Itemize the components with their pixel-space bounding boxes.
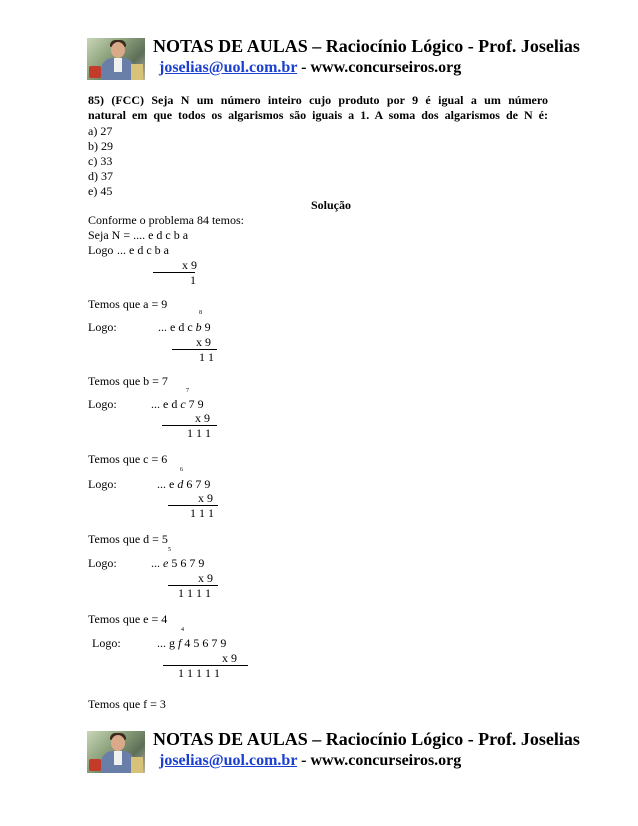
step4-post: 5 6 7 9 bbox=[171, 556, 205, 570]
step0-logo: Logo bbox=[88, 243, 114, 257]
step4-pre: ... bbox=[151, 556, 160, 570]
step5-post: 4 5 6 7 9 bbox=[184, 636, 227, 650]
solution-intro-1: Conforme o problema 84 temos: bbox=[88, 213, 244, 227]
step1-logo: Logo: bbox=[88, 320, 117, 334]
question-line-2: natural em que todos os algarismos são iguais a 1. A soma dos algarismos de N é: bbox=[88, 108, 548, 122]
author-shirt bbox=[114, 751, 122, 765]
step3-digits bbox=[157, 477, 210, 491]
step3-pre: ... e bbox=[157, 477, 175, 491]
step4-digits bbox=[151, 556, 204, 570]
step4-result: 1 1 1 1 bbox=[178, 586, 211, 600]
logo-icon bbox=[89, 759, 101, 771]
step2-logo: Logo: bbox=[88, 397, 117, 411]
footer-email-link[interactable]: joselias@uol.com.br bbox=[159, 752, 298, 769]
step5-var: f bbox=[178, 636, 182, 650]
step3-result: 1 1 1 bbox=[190, 506, 214, 520]
step3-carry: 6 bbox=[180, 467, 183, 473]
step0-rule bbox=[153, 272, 195, 273]
option-d: d) 37 bbox=[88, 169, 113, 183]
step5-given: Temos que e = 4 bbox=[88, 612, 168, 626]
step1-given: Temos que a = 9 bbox=[88, 297, 168, 311]
step2-result: 1 1 1 bbox=[187, 426, 211, 440]
step1-digits bbox=[158, 320, 211, 334]
author-photo bbox=[87, 38, 145, 80]
author-photo-bottom bbox=[87, 731, 145, 773]
option-c: c) 33 bbox=[88, 154, 113, 168]
step5-digits bbox=[157, 636, 226, 650]
step1-result: 1 1 bbox=[199, 350, 214, 364]
book-icon bbox=[131, 64, 143, 80]
step5-logo: Logo: bbox=[92, 636, 121, 650]
header-contact bbox=[159, 59, 461, 77]
step5-result: 1 1 1 1 1 bbox=[178, 666, 220, 680]
author-head bbox=[111, 42, 125, 58]
header-website[interactable]: - www.concurseiros.org bbox=[301, 59, 462, 76]
step1-var: b bbox=[195, 320, 202, 334]
step5-carry: 4 bbox=[181, 627, 184, 633]
step1-mult: x 9 bbox=[196, 335, 211, 349]
step4-var: e bbox=[163, 556, 169, 570]
step1-pre: ... e d c bbox=[158, 320, 193, 334]
step2-mult: x 9 bbox=[195, 411, 210, 425]
logo-icon bbox=[89, 66, 101, 78]
option-e: e) 45 bbox=[88, 184, 113, 198]
step4-logo: Logo: bbox=[88, 556, 117, 570]
step5-mult: x 9 bbox=[222, 651, 237, 665]
step0-result: 1 bbox=[190, 273, 196, 287]
step2-pre: ... e d bbox=[151, 397, 178, 411]
step3-post: 6 7 9 bbox=[186, 477, 211, 491]
option-b: b) 29 bbox=[88, 139, 113, 153]
page-header-top bbox=[87, 36, 580, 86]
header-email-link[interactable]: joselias@uol.com.br bbox=[159, 59, 298, 76]
question-line-1: 85) (FCC) Seja N um número inteiro cujo produto por 9 é igual a um número bbox=[88, 93, 548, 107]
step2-carry: 7 bbox=[186, 388, 189, 394]
step4-carry: 5 bbox=[168, 547, 171, 553]
page-header-bottom bbox=[87, 729, 580, 779]
footer-website[interactable]: - www.concurseiros.org bbox=[301, 752, 462, 769]
solution-intro-2: Seja N = .... e d c b a bbox=[88, 228, 189, 242]
step2-post: 7 9 bbox=[188, 397, 204, 411]
step4-mult: x 9 bbox=[198, 571, 213, 585]
option-a: a) 27 bbox=[88, 124, 113, 138]
step3-logo: Logo: bbox=[88, 477, 117, 491]
step1-post: 9 bbox=[204, 320, 211, 334]
step3-mult: x 9 bbox=[198, 491, 213, 505]
step2-digits bbox=[151, 397, 204, 411]
footer-contact bbox=[159, 752, 461, 770]
step5-pre: ... g bbox=[157, 636, 175, 650]
header-title: NOTAS DE AULAS – Raciocínio Lógico - Prof. Joselias bbox=[153, 36, 580, 56]
step1-carry: 8 bbox=[199, 310, 202, 316]
author-shirt bbox=[114, 58, 122, 72]
step2-given: Temos que b = 7 bbox=[88, 374, 168, 388]
final-given: Temos que f = 3 bbox=[88, 697, 166, 711]
book-icon bbox=[131, 757, 143, 773]
step3-var: d bbox=[177, 477, 184, 491]
author-head bbox=[111, 735, 125, 751]
footer-title: NOTAS DE AULAS – Raciocínio Lógico - Prof. Joselias bbox=[153, 729, 580, 749]
step0-digits: ... e d c b a bbox=[117, 243, 169, 257]
step0-mult: x 9 bbox=[182, 258, 197, 272]
step4-given: Temos que d = 5 bbox=[88, 532, 168, 546]
solution-title: Solução bbox=[311, 198, 352, 212]
step2-var: c bbox=[180, 397, 186, 411]
step3-given: Temos que c = 6 bbox=[88, 452, 168, 466]
